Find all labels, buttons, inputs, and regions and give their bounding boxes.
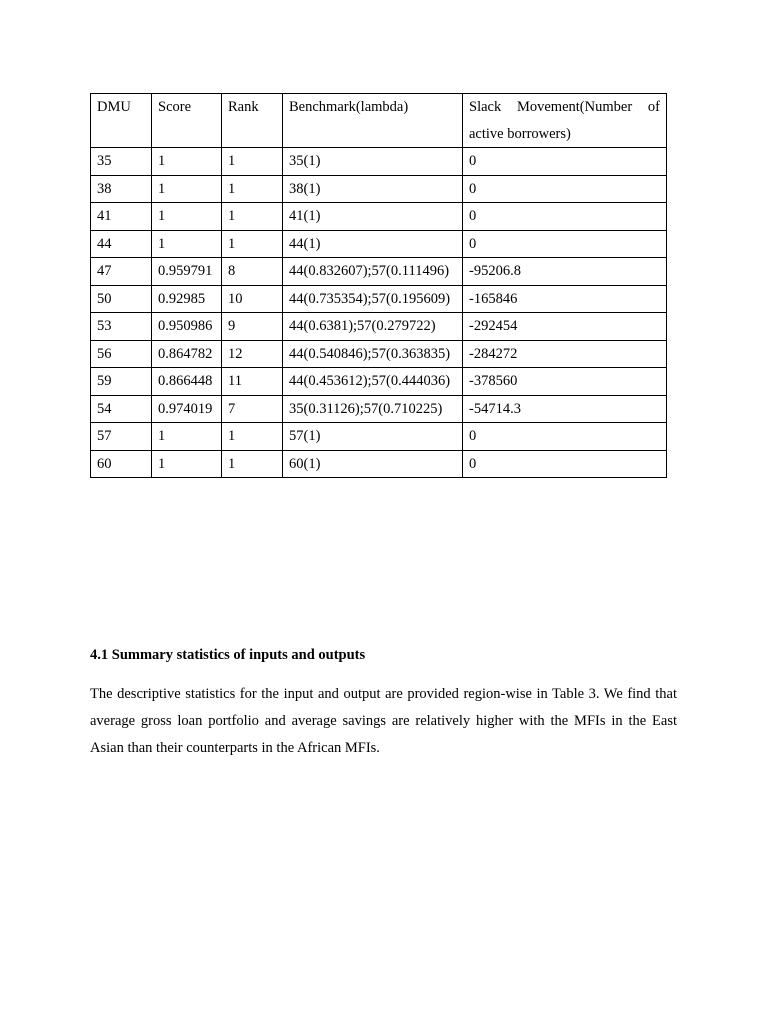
cell-benchmark: 44(0.453612);57(0.444036) <box>283 368 463 396</box>
cell-benchmark: 41(1) <box>283 203 463 231</box>
table-row <box>91 423 667 451</box>
table-row <box>91 230 667 258</box>
header-dmu: DMU <box>91 94 152 148</box>
cell-rank: 1 <box>222 230 283 258</box>
header-benchmark: Benchmark(lambda) <box>283 94 463 148</box>
cell-score: 1 <box>152 203 222 231</box>
cell-rank: 7 <box>222 395 283 423</box>
cell-slack: 0 <box>463 450 667 478</box>
cell-score: 1 <box>152 148 222 176</box>
section-paragraph: The descriptive statistics for the input and output are provided region-wise in Table 3. We find that average gross loan portfolio and average savings are relatively higher with the MFIs in the East Asian than their counterparts in the African MFIs. <box>90 686 677 756</box>
cell-rank: 1 <box>222 423 283 451</box>
slack-header-line1: Slack Movement(Number of <box>469 99 660 115</box>
cell-dmu: 35 <box>91 148 152 176</box>
cell-dmu: 50 <box>91 285 152 313</box>
cell-score: 1 <box>152 450 222 478</box>
cell-dmu: 38 <box>91 175 152 203</box>
cell-dmu: 56 <box>91 340 152 368</box>
cell-rank: 1 <box>222 175 283 203</box>
header-slack-movement <box>463 94 667 148</box>
cell-dmu: 57 <box>91 423 152 451</box>
dea-results-table <box>90 93 667 478</box>
table-row <box>91 313 667 341</box>
cell-rank: 1 <box>222 203 283 231</box>
cell-score: 0.866448 <box>152 368 222 396</box>
cell-slack: -95206.8 <box>463 258 667 286</box>
header-rank: Rank <box>222 94 283 148</box>
cell-benchmark: 44(0.735354);57(0.195609) <box>283 285 463 313</box>
cell-benchmark: 44(0.6381);57(0.279722) <box>283 313 463 341</box>
cell-dmu: 44 <box>91 230 152 258</box>
cell-score: 0.864782 <box>152 340 222 368</box>
cell-benchmark: 60(1) <box>283 450 463 478</box>
cell-slack: 0 <box>463 148 667 176</box>
cell-slack: -292454 <box>463 313 667 341</box>
table-row <box>91 175 667 203</box>
cell-dmu: 60 <box>91 450 152 478</box>
cell-slack: -165846 <box>463 285 667 313</box>
cell-slack: 0 <box>463 203 667 231</box>
cell-slack: 0 <box>463 230 667 258</box>
table-row <box>91 285 667 313</box>
slack-header-line2: active borrowers) <box>469 125 571 142</box>
header-score: Score <box>152 94 222 148</box>
cell-rank: 12 <box>222 340 283 368</box>
cell-dmu: 41 <box>91 203 152 231</box>
cell-rank: 1 <box>222 450 283 478</box>
cell-slack: -54714.3 <box>463 395 667 423</box>
table-row <box>91 258 667 286</box>
cell-rank: 8 <box>222 258 283 286</box>
section-heading: 4.1 Summary statistics of inputs and outputs <box>90 647 366 663</box>
cell-score: 0.950986 <box>152 313 222 341</box>
cell-benchmark: 35(0.31126);57(0.710225) <box>283 395 463 423</box>
table-header-row <box>91 94 667 148</box>
cell-slack: 0 <box>463 175 667 203</box>
table-row <box>91 450 667 478</box>
cell-benchmark: 44(0.540846);57(0.363835) <box>283 340 463 368</box>
cell-rank: 9 <box>222 313 283 341</box>
cell-score: 1 <box>152 175 222 203</box>
cell-slack: -284272 <box>463 340 667 368</box>
cell-score: 1 <box>152 230 222 258</box>
cell-dmu: 59 <box>91 368 152 396</box>
cell-dmu: 47 <box>91 258 152 286</box>
cell-dmu: 53 <box>91 313 152 341</box>
cell-slack: -378560 <box>463 368 667 396</box>
cell-score: 1 <box>152 423 222 451</box>
table-body <box>91 148 667 478</box>
table-row <box>91 395 667 423</box>
cell-score: 0.974019 <box>152 395 222 423</box>
cell-rank: 11 <box>222 368 283 396</box>
cell-benchmark: 38(1) <box>283 175 463 203</box>
cell-dmu: 54 <box>91 395 152 423</box>
cell-rank: 10 <box>222 285 283 313</box>
cell-benchmark: 44(0.832607);57(0.111496) <box>283 258 463 286</box>
cell-score: 0.92985 <box>152 285 222 313</box>
cell-rank: 1 <box>222 148 283 176</box>
table-row <box>91 203 667 231</box>
table-row <box>91 340 667 368</box>
cell-benchmark: 35(1) <box>283 148 463 176</box>
cell-score: 0.959791 <box>152 258 222 286</box>
table-row <box>91 148 667 176</box>
table-row <box>91 368 667 396</box>
cell-slack: 0 <box>463 423 667 451</box>
cell-benchmark: 57(1) <box>283 423 463 451</box>
cell-benchmark: 44(1) <box>283 230 463 258</box>
